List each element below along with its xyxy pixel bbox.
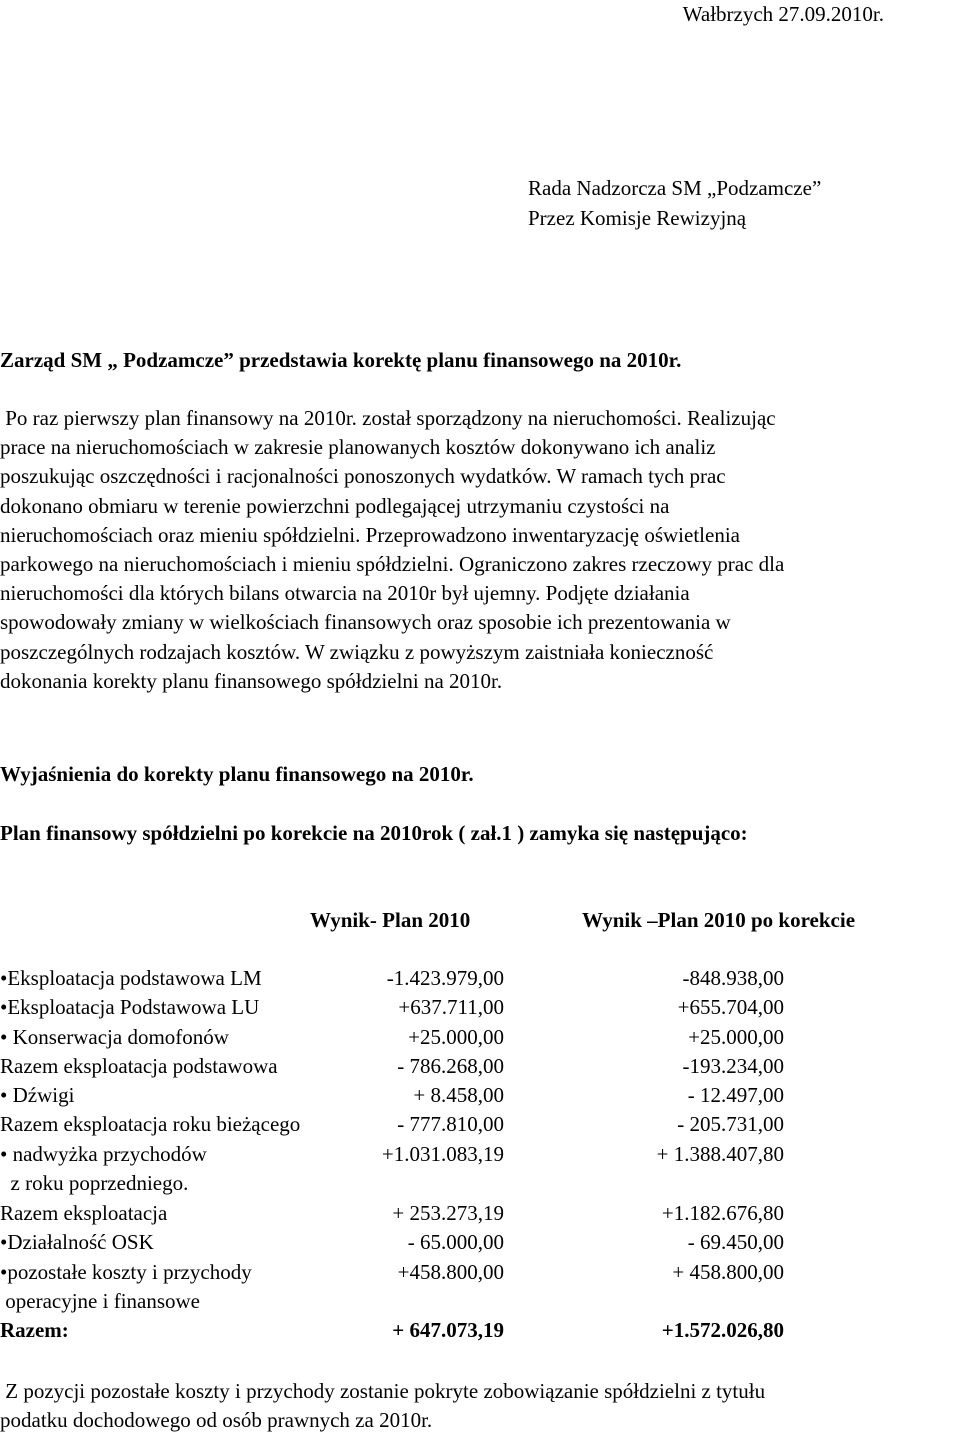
table-row — [0, 1291, 960, 1317]
row-plan-value: - 65.000,00 — [407, 1230, 504, 1254]
row-label: •pozostałe koszty i przychody — [0, 1260, 252, 1284]
table-total-row — [0, 1320, 960, 1346]
paragraph-line: nieruchomości dla których bilans otwarcia na 2010r był ujemny. Podjęte działania — [0, 581, 690, 606]
place-date: Wałbrzych 27.09.2010r. — [682, 2, 884, 26]
total-corrected-value: +1.572.026,80 — [661, 1318, 784, 1342]
row-label: • nadwyżka przychodów — [0, 1142, 207, 1166]
column-header-corrected: Wynik –Plan 2010 po korekcie — [582, 908, 856, 932]
row-label: •Działalność OSK — [0, 1230, 154, 1254]
table-row — [0, 1056, 960, 1082]
row-label: • Konserwacja domofonów — [0, 1025, 229, 1049]
column-header-plan: Wynik- Plan 2010 — [310, 908, 471, 932]
row-label: Razem eksploatacja — [0, 1201, 168, 1225]
row-label: Razem eksploatacja podstawowa — [0, 1054, 278, 1078]
row-corrected-value: + 1.388.407,80 — [656, 1142, 784, 1166]
table-row — [0, 1232, 960, 1258]
row-corrected-value: -193.234,00 — [682, 1054, 784, 1078]
table-row — [0, 997, 960, 1023]
row-label: •Eksploatacja podstawowa LM — [0, 966, 262, 990]
table-row — [0, 1144, 960, 1170]
row-corrected-value: -848.938,00 — [682, 966, 784, 990]
table-row — [0, 1173, 960, 1199]
total-label: Razem: — [0, 1318, 69, 1342]
row-plan-value: - 777.810,00 — [397, 1112, 504, 1136]
paragraph-line: spowodowały zmiany w wielkościach finansowych oraz sposobie ich prezentowania w — [0, 610, 731, 635]
table-row — [0, 1203, 960, 1229]
row-plan-value: +1.031.083,19 — [381, 1142, 504, 1166]
row-corrected-value: +1.182.676,80 — [661, 1201, 784, 1225]
table-row — [0, 1027, 960, 1053]
table-row — [0, 1085, 960, 1111]
row-corrected-value: +25.000,00 — [688, 1025, 784, 1049]
row-label: Razem eksploatacja roku bieżącego — [0, 1112, 301, 1136]
row-corrected-value: - 69.450,00 — [687, 1230, 784, 1254]
row-plan-value: + 253.273,19 — [392, 1201, 504, 1225]
paragraph-line: parkowego na nieruchomościach i mieniu spółdzielni. Ograniczono zakres rzeczowy prac dla — [0, 552, 785, 576]
row-label: •Eksploatacja Podstawowa LU — [0, 995, 260, 1019]
table-row — [0, 1114, 960, 1140]
row-plan-value: +637.711,00 — [398, 995, 504, 1019]
total-plan-value: + 647.073,19 — [392, 1318, 504, 1342]
row-plan-value: - 786.268,00 — [397, 1054, 504, 1078]
row-plan-value: +458.800,00 — [397, 1260, 504, 1284]
paragraph-line: poszukując oszczędności i racjonalności ponoszonych wydatków. W ramach tych prac — [0, 464, 726, 489]
row-corrected-value: + 458.800,00 — [672, 1260, 784, 1284]
paragraph-line: poszczególnych rodzajach kosztów. W związku z powyższym zaistniała konieczność — [0, 639, 714, 664]
paragraph-line: prace na nieruchomościach w zakresie planowanych kosztów dokonywano ich analiz — [0, 435, 716, 460]
row-plan-value: +25.000,00 — [408, 1025, 504, 1049]
footer-line-2: podatku dochodowego od osób prawnych za 2010r. — [0, 1408, 433, 1432]
row-corrected-value: - 12.497,00 — [687, 1083, 784, 1107]
footer-line-1: Z pozycji pozostałe koszty i przychody zostanie pokryte zobowiązanie spółdzielni z tytułu — [0, 1379, 766, 1403]
paragraph-line: Po raz pierwszy plan finansowy na 2010r. został sporządzony na nieruchomości. Realizując — [0, 406, 776, 430]
recipient-line-2: Przez Komisje Rewizyjną — [528, 206, 747, 230]
row-corrected-value: - 205.731,00 — [677, 1112, 784, 1136]
row-label: operacyjne i finansowe — [0, 1289, 201, 1313]
row-corrected-value: +655.704,00 — [677, 995, 784, 1019]
plan-heading: Plan finansowy spółdzielni po korekcie na 2010rok ( zał.1 ) zamyka się następująco: — [0, 821, 748, 845]
row-label: z roku poprzedniego. — [0, 1171, 189, 1195]
paragraph-line: dokonania korekty planu finansowego spółdzielni na 2010r. — [0, 668, 503, 693]
paragraph-line: nieruchomościach oraz mieniu spółdzielni. Przeprowadzono inwentaryzację oświetlenia — [0, 522, 740, 547]
recipient-line-1: Rada Nadzorcza SM „Podzamcze” — [528, 176, 822, 200]
table-row — [0, 1262, 960, 1288]
intro-heading: Zarząd SM „ Podzamcze” przedstawia korektę planu finansowego na 2010r. — [0, 348, 682, 372]
paragraph-line: dokonano obmiaru w terenie powierzchni podlegającej utrzymaniu czystości na — [0, 493, 670, 518]
row-plan-value: -1.423.979,00 — [386, 966, 504, 990]
explanations-heading: Wyjaśnienia do korekty planu finansowego na 2010r. — [0, 762, 474, 786]
row-label: • Dźwigi — [0, 1083, 75, 1107]
row-plan-value: + 8.458,00 — [413, 1083, 504, 1107]
table-row — [0, 968, 960, 994]
